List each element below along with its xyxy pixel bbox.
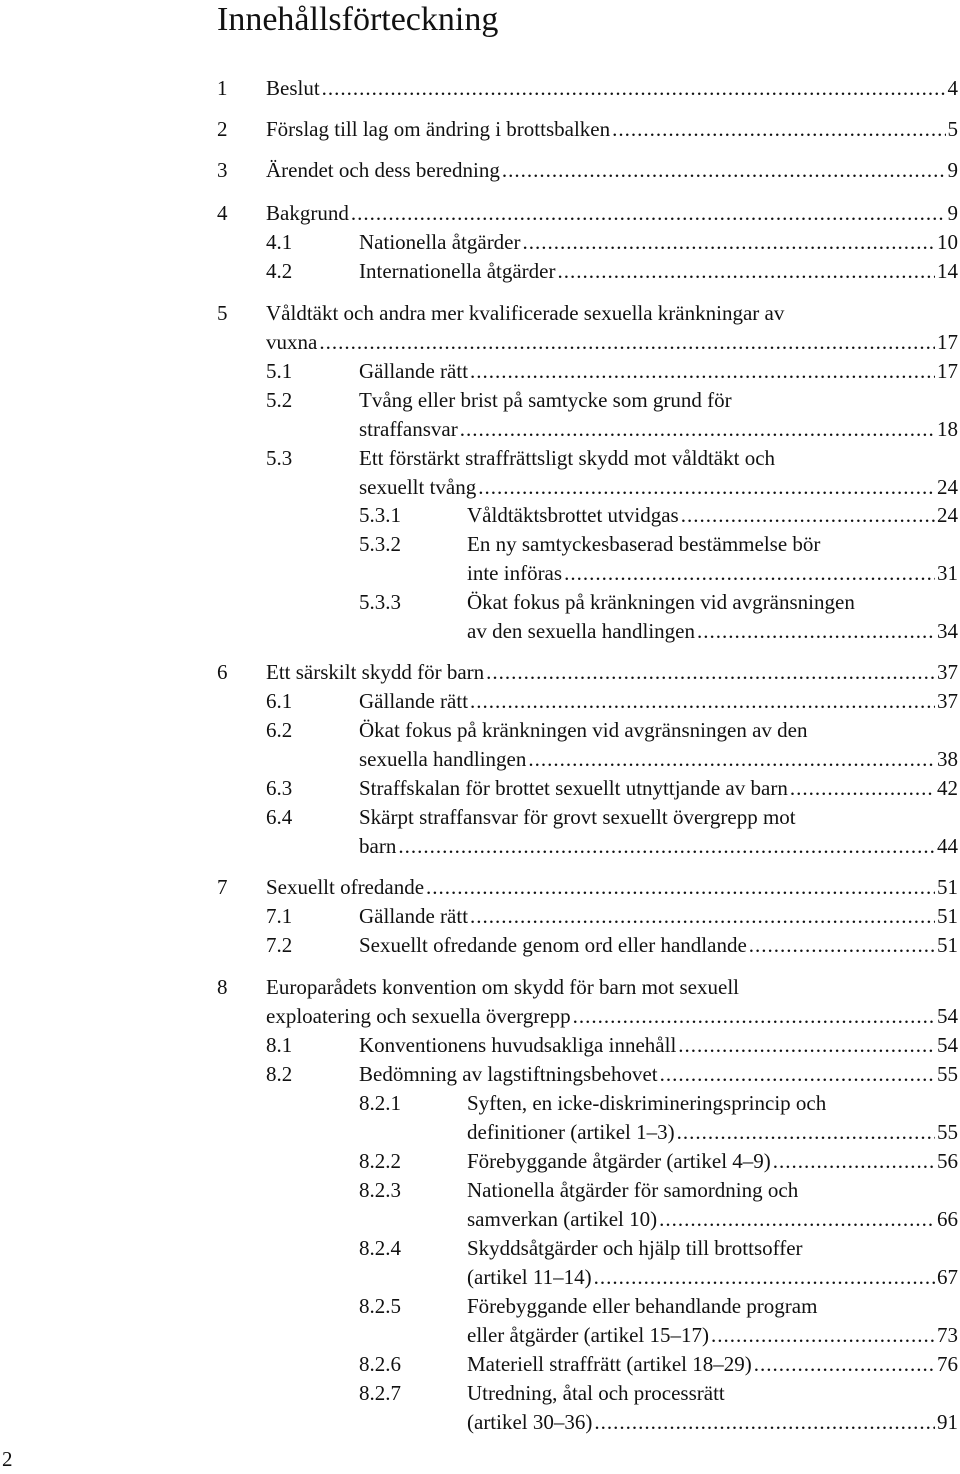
toc-entry-line[interactable] (359, 1059, 958, 1089)
toc-page-number: 18 (937, 417, 958, 441)
toc-entry-line-cont[interactable] (359, 414, 958, 444)
toc-entry-number: 8.2.3 (359, 1178, 401, 1202)
dot-leader (749, 930, 935, 960)
dot-leader (470, 901, 935, 931)
toc-entry-number: 2 (217, 117, 228, 141)
toc-entry-line[interactable] (467, 1088, 958, 1118)
toc-entry-line[interactable] (266, 872, 958, 902)
toc-page-number: 44 (937, 834, 958, 858)
toc-entry-text: Sexuellt ofredande (266, 875, 425, 899)
toc-entry-text: Materiell straffrätt (artikel 18–29) (467, 1352, 752, 1376)
toc-entry-line-cont[interactable] (266, 327, 958, 357)
dot-leader (426, 872, 935, 902)
toc-entry-number: 5.3 (266, 446, 293, 470)
dot-leader (697, 616, 935, 646)
toc-entry-line[interactable] (467, 1378, 958, 1408)
toc-entry-text: Tvång eller brist på samtycke som grund för (359, 388, 732, 412)
toc-entry-line[interactable] (359, 715, 958, 745)
toc-entry-text: definitioner (artikel 1–3) (467, 1120, 675, 1144)
toc-entry-number: 5.2 (266, 388, 293, 412)
toc-entry-number: 5.3.2 (359, 532, 401, 556)
toc-entry-text: Ett förstärkt straffrättsligt skydd mot våldtäkt och (359, 446, 776, 470)
toc-entry-line[interactable] (467, 1146, 958, 1176)
dot-leader (594, 1407, 935, 1437)
toc-entry-line[interactable] (266, 198, 958, 228)
toc-entry-number: 6.2 (266, 718, 293, 742)
toc-page-number: 4 (947, 76, 958, 100)
toc-entry-text: Ökat fokus på kränkningen vid avgränsningen (467, 590, 855, 614)
dot-leader (573, 1001, 935, 1031)
toc-entry-text: Bedömning av lagstiftningsbehovet (359, 1062, 658, 1086)
toc-entry-line-cont[interactable] (266, 1001, 958, 1031)
toc-entry-line-cont[interactable] (467, 1204, 958, 1234)
toc-entry-line[interactable] (359, 385, 958, 415)
toc-entry-line-cont[interactable] (359, 472, 958, 502)
toc-entry-line-cont[interactable] (467, 1320, 958, 1350)
toc-page-number: 54 (937, 1004, 958, 1028)
toc-page-number: 24 (937, 475, 958, 499)
toc-page-number: 14 (937, 259, 958, 283)
toc-page-number: 67 (937, 1265, 958, 1289)
toc-page-number: 91 (937, 1410, 958, 1434)
toc-entry-line-cont[interactable] (467, 1262, 958, 1292)
dot-leader (594, 1262, 935, 1292)
dot-leader (677, 1117, 935, 1147)
dot-leader (502, 155, 946, 185)
toc-entry-text: Förebyggande eller behandlande program (467, 1294, 818, 1318)
toc-page-number: 51 (937, 933, 958, 957)
toc-entry-line[interactable] (359, 686, 958, 716)
toc-entry-text: samverkan (artikel 10) (467, 1207, 658, 1231)
dot-leader (711, 1320, 935, 1350)
toc-entry-line[interactable] (266, 114, 958, 144)
toc-entry-text: Konventionens huvudsakliga innehåll (359, 1033, 677, 1057)
toc-entry-number: 6.3 (266, 776, 293, 800)
toc-entry-text: Ett särskilt skydd för barn (266, 660, 485, 684)
toc-entry-text: Internationella åtgärder (359, 259, 556, 283)
toc-entry-line[interactable] (467, 1291, 958, 1321)
dot-leader (486, 657, 935, 687)
toc-entry-text: vuxna (266, 330, 318, 354)
toc-entry-text: Sexuellt ofredande genom ord eller handlande (359, 933, 747, 957)
page-number: 2 (2, 1447, 13, 1471)
toc-entry-text: Våldtäkt och andra mer kvalificerade sexuella kränkningar av (266, 301, 785, 325)
toc-entry-line-cont[interactable] (467, 616, 958, 646)
toc-entry-line-cont[interactable] (467, 1407, 958, 1437)
toc-entry-number: 4 (217, 201, 228, 225)
toc-entry-text: straffansvar (359, 417, 458, 441)
toc-page-number: 37 (937, 660, 958, 684)
toc-page-number: 38 (937, 747, 958, 771)
toc-entry-text: Förslag till lag om ändring i brottsbalken (266, 117, 611, 141)
toc-entry-line[interactable] (266, 298, 958, 328)
toc-entry-number: 5.3.3 (359, 590, 401, 614)
toc-page-number: 34 (937, 619, 958, 643)
toc-entry-number: 5.1 (266, 359, 293, 383)
toc-entry-text: inte införas (467, 561, 563, 585)
toc-entry-number: 8.2.6 (359, 1352, 401, 1376)
toc-entry-text: Beslut (266, 76, 320, 100)
toc-entry-line[interactable] (359, 901, 958, 931)
page-title: Innehållsförteckning (217, 1, 499, 38)
dot-leader (398, 831, 935, 861)
toc-entry-text: Våldtäktsbrottet utvidgas (467, 503, 679, 527)
toc-entry-line[interactable] (467, 1233, 958, 1263)
toc-page-number: 10 (937, 230, 958, 254)
toc-page-number: 76 (937, 1352, 958, 1376)
toc-entry-number: 6.4 (266, 805, 293, 829)
toc-entry-number: 5.3.1 (359, 503, 401, 527)
toc-entry-text: Ärendet och dess beredning (266, 158, 500, 182)
dot-leader (528, 744, 935, 774)
toc-entry-line[interactable] (467, 500, 958, 530)
dot-leader (322, 73, 946, 103)
dot-leader (790, 773, 935, 803)
toc-entry-line[interactable] (266, 155, 958, 185)
toc-entry-line[interactable] (266, 972, 958, 1002)
toc-entry-line[interactable] (359, 227, 958, 257)
toc-entry-text: Syften, en icke-diskrimineringsprincip och (467, 1091, 827, 1115)
toc-entry-number: 8.2.1 (359, 1091, 401, 1115)
dot-leader (319, 327, 935, 357)
dot-leader (659, 1204, 935, 1234)
toc-entry-text: eller åtgärder (artikel 15–17) (467, 1323, 709, 1347)
toc-entry-line[interactable] (359, 356, 958, 386)
toc-entry-text: (artikel 11–14) (467, 1265, 592, 1289)
toc-entry-number: 6 (217, 660, 228, 684)
toc-entry-line[interactable] (467, 587, 958, 617)
toc-entry-line[interactable] (359, 930, 958, 960)
toc-entry-line[interactable] (359, 773, 958, 803)
toc-entry-line-cont[interactable] (467, 1117, 958, 1147)
toc-entry-text: Gällande rätt (359, 689, 469, 713)
toc-entry-text: barn (359, 834, 397, 858)
toc-entry-number: 3 (217, 158, 228, 182)
toc-entry-line[interactable] (467, 529, 958, 559)
toc-page-number: 17 (937, 359, 958, 383)
toc-entry-text: Gällande rätt (359, 904, 469, 928)
toc-entry-line[interactable] (266, 657, 958, 687)
toc-entry-text: Skärpt straffansvar för grovt sexuellt övergrepp mot (359, 805, 796, 829)
toc-page-number: 66 (937, 1207, 958, 1231)
toc-entry-text: En ny samtyckesbaserad bestämmelse bör (467, 532, 821, 556)
toc-entry-text: Ökat fokus på kränkningen vid avgränsningen av den (359, 718, 808, 742)
dot-leader (557, 256, 935, 286)
dot-leader (754, 1349, 935, 1379)
toc-entry-number: 4.2 (266, 259, 293, 283)
toc-page-number: 73 (937, 1323, 958, 1347)
toc-entry-number: 7.1 (266, 904, 293, 928)
toc-entry-number: 4.1 (266, 230, 293, 254)
dot-leader (773, 1146, 935, 1176)
toc-entry-number: 7 (217, 875, 228, 899)
toc-entry-text: Bakgrund (266, 201, 349, 225)
toc-entry-text: Europarådets konvention om skydd för barn mot sexuell (266, 975, 739, 999)
toc-entry-text: Gällande rätt (359, 359, 469, 383)
toc-entry-number: 1 (217, 76, 228, 100)
toc-entry-text: av den sexuella handlingen (467, 619, 696, 643)
toc-page-number: 42 (937, 776, 958, 800)
toc-page-number: 51 (937, 904, 958, 928)
toc-entry-text: Straffskalan för brottet sexuellt utnyttjande av barn (359, 776, 788, 800)
dot-leader (660, 1059, 935, 1089)
toc-entry-number: 8.2.5 (359, 1294, 401, 1318)
toc-page-number: 55 (937, 1062, 958, 1086)
toc-page-number: 55 (937, 1120, 958, 1144)
dot-leader (564, 558, 935, 588)
toc-entry-line-cont[interactable] (467, 558, 958, 588)
toc-page-number: 56 (937, 1149, 958, 1173)
toc-entry-text: Nationella åtgärder för samordning och (467, 1178, 799, 1202)
toc-page-number: 37 (937, 689, 958, 713)
dot-leader (460, 414, 935, 444)
toc-entry-line-cont[interactable] (359, 831, 958, 861)
toc-entry-text: Utredning, åtal och processrätt (467, 1381, 725, 1405)
toc-entry-text: sexuellt tvång (359, 475, 477, 499)
toc-page-number: 9 (947, 201, 958, 225)
toc-entry-line[interactable] (467, 1349, 958, 1379)
toc-page-number: 17 (937, 330, 958, 354)
toc-entry-number: 8.2.7 (359, 1381, 401, 1405)
toc-entry-line[interactable] (359, 256, 958, 286)
toc-entry-number: 6.1 (266, 689, 293, 713)
toc-entry-number: 8.2 (266, 1062, 293, 1086)
toc-page-number: 51 (937, 875, 958, 899)
toc-page-number: 5 (947, 117, 958, 141)
dot-leader (681, 500, 935, 530)
toc-entry-line[interactable] (359, 443, 958, 473)
toc-entry-number: 8.2.2 (359, 1149, 401, 1173)
toc-entry-text: Nationella åtgärder (359, 230, 521, 254)
toc-page-number: 54 (937, 1033, 958, 1057)
dot-leader (470, 356, 935, 386)
toc-page-number: 31 (937, 561, 958, 585)
toc-entry-text: sexuella handlingen (359, 747, 527, 771)
toc-entry-text: Förebyggande åtgärder (artikel 4–9) (467, 1149, 771, 1173)
toc-entry-number: 8.1 (266, 1033, 293, 1057)
dot-leader (470, 686, 935, 716)
toc-entry-number: 8.2.4 (359, 1236, 401, 1260)
dot-leader (478, 472, 935, 502)
dot-leader (351, 198, 946, 228)
toc-page-number: 24 (937, 503, 958, 527)
toc-entry-line[interactable] (467, 1175, 958, 1205)
dot-leader (678, 1030, 935, 1060)
toc-entry-line[interactable] (359, 1030, 958, 1060)
toc-entry-text: Skyddsåtgärder och hjälp till brottsoffer (467, 1236, 803, 1260)
toc-page-number: 9 (947, 158, 958, 182)
toc-entry-number: 7.2 (266, 933, 293, 957)
dot-leader (523, 227, 936, 257)
dot-leader (612, 114, 945, 144)
toc-entry-number: 5 (217, 301, 228, 325)
toc-entry-line[interactable] (359, 802, 958, 832)
toc-entry-line[interactable] (266, 73, 958, 103)
toc-entry-text: (artikel 30–36) (467, 1410, 593, 1434)
toc-entry-number: 8 (217, 975, 228, 999)
toc-entry-line-cont[interactable] (359, 744, 958, 774)
toc-entry-text: exploatering och sexuella övergrepp (266, 1004, 571, 1028)
